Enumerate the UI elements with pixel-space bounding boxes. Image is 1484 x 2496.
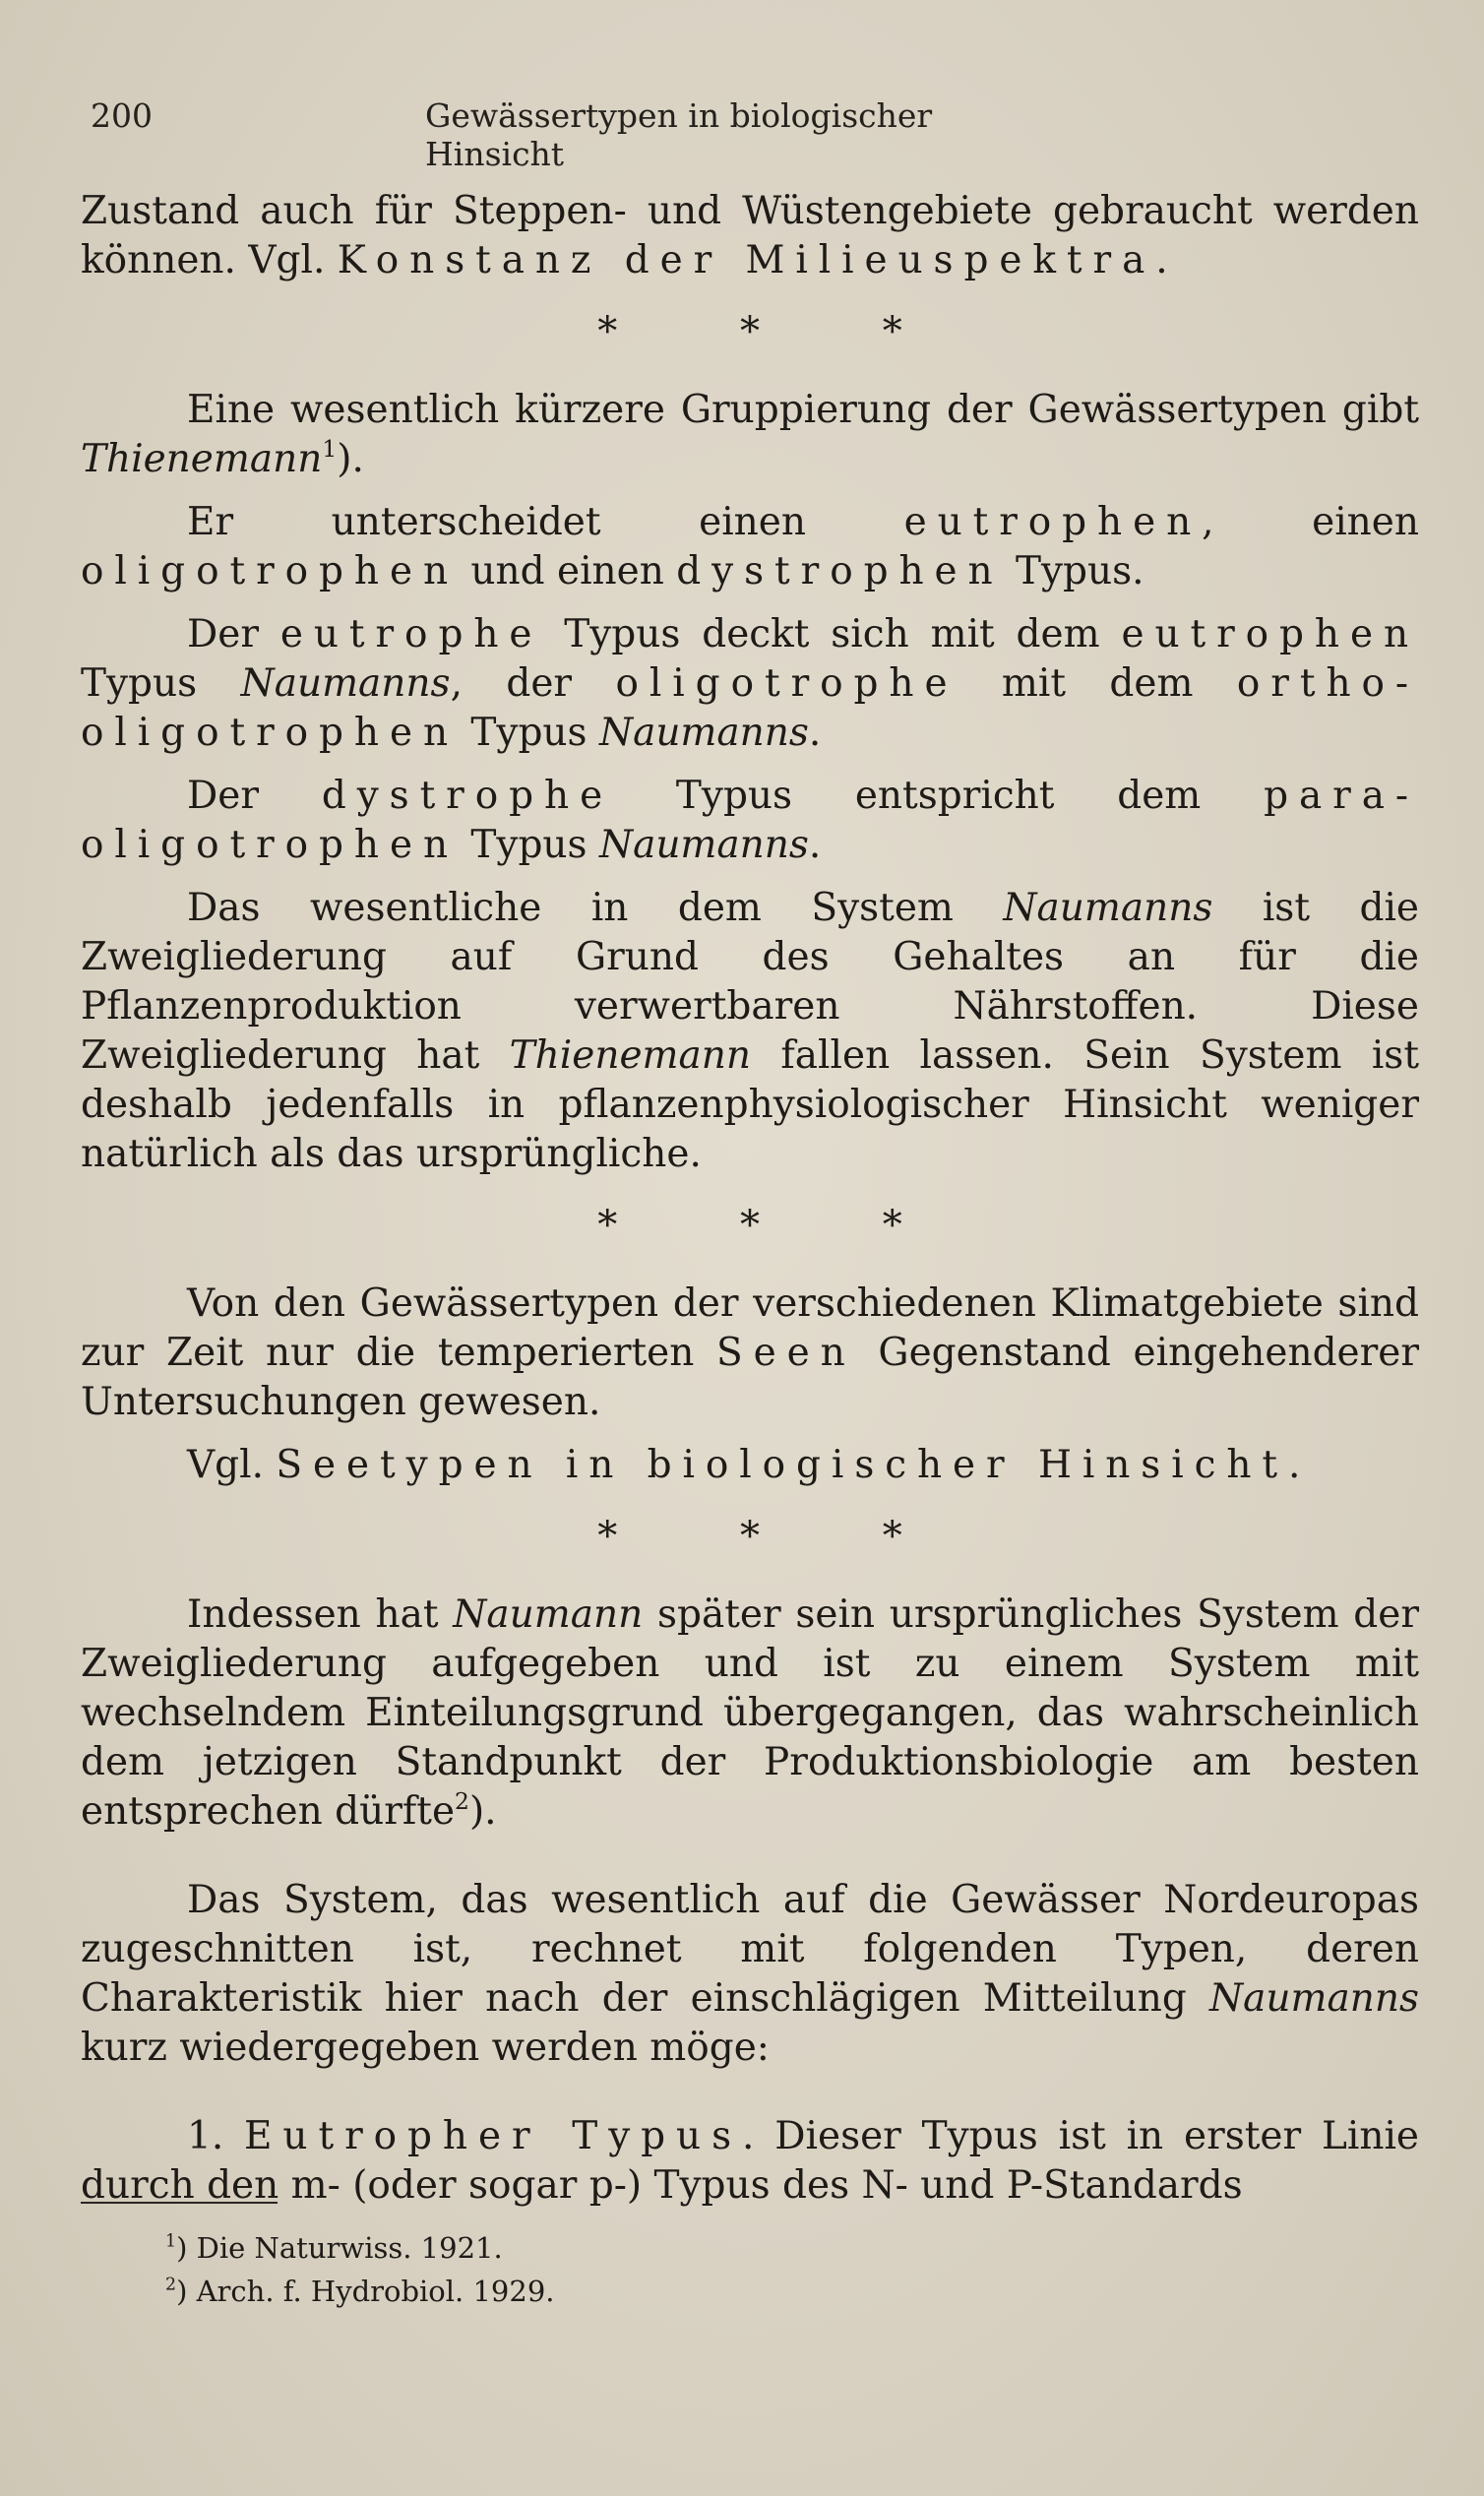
text-run: fallen lassen. Sein System ist deshalb jedenfalls in pflanzenphysiologischer Hinsicht weniger natürlich als das ursprüngliche. [81,1033,1419,1176]
text-run: Typus [459,711,599,755]
spaced-term: oligotrophe [615,661,958,706]
text-run: ist die Zweigliederung auf Grund des Gehaltes an für die Pflanzenproduktion verwertbaren Nährstoffen. Diese Zweigliederung hat [81,886,1419,1078]
page-number: 200 [91,96,153,135]
paragraph-3 [81,498,1419,596]
footnotes [165,2226,1051,2313]
text-run: Indessen hat [187,1592,454,1637]
footnote-ref: 1 [322,434,338,463]
text-run: . [1155,238,1168,282]
footnote-mark: 2 [165,2275,177,2295]
text-run: ). [468,1789,497,1834]
author-name: Thienemann [509,1033,752,1078]
text-run: Typus. [1003,549,1144,593]
paragraph-7 [81,1279,1419,1427]
text-run: . [808,823,822,867]
spacer [81,1850,1419,1876]
paragraph-5 [81,772,1419,870]
text-run: , der [450,661,616,706]
author-name: Thienemann [81,437,323,481]
footnote-ref: 2 [455,1786,469,1815]
spaced-term: eutrophen [1121,612,1420,656]
text-run: später sein ursprüngliches System der Zweigliederung aufgegeben und ist zu einem System mit wechselndem Einteilungsgrund übergegangen, das wahrscheinlich dem jetzigen Standpunkt der Produktionsbiologie am besten entsprechen dürfte [81,1592,1419,1834]
spaced-term: Seetypen in biologischer Hinsicht [276,1443,1289,1487]
text-run: ). [337,437,364,481]
text-run: Von den Gewässertypen der verschiedenen Klimatgebiete sind zur Zeit nur die temperierten [81,1281,1419,1375]
section-stars: * * * [597,1514,958,1559]
footnote-rule [81,2202,278,2204]
text-run: Der [187,774,322,818]
text-run: . Dieser Typus ist in erster Linie durch den m- (oder sogar p-) Typus des N- und P-Standards [81,2114,1420,2208]
paragraph-6 [81,884,1419,1179]
section-stars: * * * [597,1203,958,1248]
spaced-term: Seen [716,1331,856,1375]
text-run: Gegenstand eingehenderer Untersuchungen gewesen. [81,1331,1420,1424]
text-run: . [808,711,822,755]
text-run: . [1288,1443,1301,1487]
author-name: Naumanns [1209,1976,1419,2021]
author-name: Naumann [453,1592,644,1637]
text-run: Typus [459,823,599,867]
text-run: kurz wiedergegeben werden möge: [81,2026,770,2070]
paragraph-11 [81,2112,1419,2211]
footnote-text: ) Arch. f. Hydrobiol. 1929. [176,2275,555,2308]
author-name: Naumanns [1003,886,1213,930]
spaced-term: eutrophen [903,500,1203,544]
footnote-1 [165,2226,1051,2270]
text-run: , einen [1202,500,1419,544]
text-run: Das System, das wesentlich auf die Gewässer Nordeuropas zugeschnitten ist, rechnet mit folgenden Typen, deren Charakteristik hier nach der einschlägigen Mitteilung [81,1878,1419,2021]
author-name: Naumanns [598,711,809,755]
paragraph-9 [81,1591,1419,1837]
text-run: Eine wesentlich kürzere Gruppierung der Gewässertypen gibt [187,388,1419,432]
footnote-text: ) Die Naturwiss. 1921. [176,2231,503,2265]
text-run: Zustand auch für Steppen- und Wüstengebiete gebraucht werden können. Vgl. [81,189,1419,282]
text-run: Typus deckt sich mit dem [542,612,1122,656]
footnote-mark: 1 [165,2231,177,2252]
text-run: Er unterscheidet einen [187,500,904,544]
paragraph-8 [81,1441,1419,1490]
text-run: Der [187,612,280,656]
author-name: Naumanns [240,661,451,706]
text-run: und einen [459,549,677,593]
spaced-term: ortho-oligotrophen [81,661,1419,755]
spaced-term: eutrophe [279,612,543,656]
spaced-term: Eutropher Typus [244,2114,743,2158]
paragraph-1 [81,187,1419,285]
body-text [81,187,1419,2224]
text-run: Das wesentliche in dem System [187,886,1004,930]
spacer [81,2087,1419,2112]
paragraph-10 [81,1876,1419,2073]
spaced-term: dystrophen [676,549,1004,593]
spaced-term: oligotrophen [81,549,459,593]
section-stars: * * * [597,309,958,354]
spaced-term: para-oligotrophen [81,774,1419,867]
footnote-2 [165,2270,1051,2313]
text-run: Typus [81,661,241,706]
paragraph-4 [81,610,1419,758]
list-number: 1. [187,2114,245,2158]
running-title: Gewässertypen in biologischer Hinsicht [425,96,933,173]
spaced-term: Konstanz der Milieuspektra [337,238,1156,282]
author-name: Naumanns [598,823,809,867]
paragraph-2 [81,386,1419,484]
spaced-term: dystrophe [321,774,614,818]
text-run: Typus entspricht dem [613,774,1265,818]
text-run: Vgl. [187,1443,277,1487]
text-run: mit dem [958,661,1237,706]
